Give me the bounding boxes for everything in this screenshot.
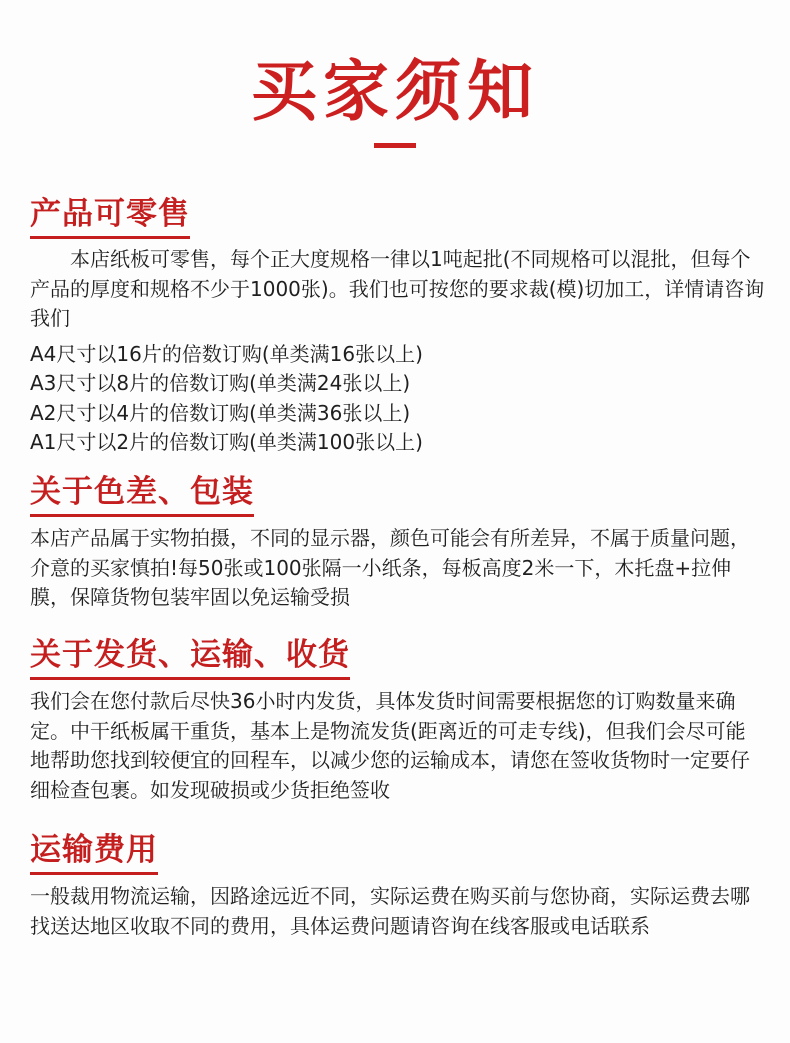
order-rule-line: A1尺寸以2片的倍数订购(单类满100张以上) xyxy=(30,430,423,454)
section-shipping-cost xyxy=(30,830,765,941)
section-paragraph: 本店纸板可零售，每个正大度规格一律以1吨起批(不同规格可以混批，但每个产品的厚度和规格不少于1000张)。我们也可按您的要求裁(模)切加工，详情请咨询我们 xyxy=(30,247,765,330)
order-rule-line: A4尺寸以16片的倍数订购(单类满16张以上) xyxy=(30,341,423,366)
order-rule-line: A3尺寸以8片的倍数订购(单类满24张以上) xyxy=(30,371,411,395)
section-retail xyxy=(30,194,765,458)
section-heading: 关于发货、运输、收货 xyxy=(30,635,350,680)
section-paragraph: 一般裁用物流运输，因路途远近不同，实际运费在购买前与您协商，实际运费去哪找送达地区收取不同的费用，具体运费问题请咨询在线客服或电话联系 xyxy=(30,884,750,938)
order-rule-line: A2尺寸以4片的倍数订购(单类满36张以上) xyxy=(30,400,411,425)
section-shipping xyxy=(30,635,765,805)
title-underline xyxy=(374,143,416,148)
section-heading: 产品可零售 xyxy=(30,194,190,239)
section-paragraph: 我们会在您付款后尽快36小时内发货，具体发货时间需要根据您的订购数量来确定。中干纸板属干重货，基本上是物流发货(距离近的可走专线)，但我们会尽可能地帮助您找到较便宜的回程车，以减少您的运输成本，请您在签收货物时一定要仔细检查包裹。如发现破损或少货拒绝签收 xyxy=(30,689,750,802)
section-heading: 运输费用 xyxy=(30,830,158,875)
page-title: 买家须知 xyxy=(251,53,539,130)
section-color-packaging xyxy=(30,472,765,613)
section-heading: 关于色差、包装 xyxy=(30,472,254,517)
section-paragraph: 本店产品属于实物拍摄，不同的显示器，颜色可能会有所差异，不属于质量问题，介意的买家慎拍!每50张或100张隔一小纸条，每板高度2米一下，木托盘+拉伸膜，保障货物包装牢固以免运输受损 xyxy=(30,526,750,609)
